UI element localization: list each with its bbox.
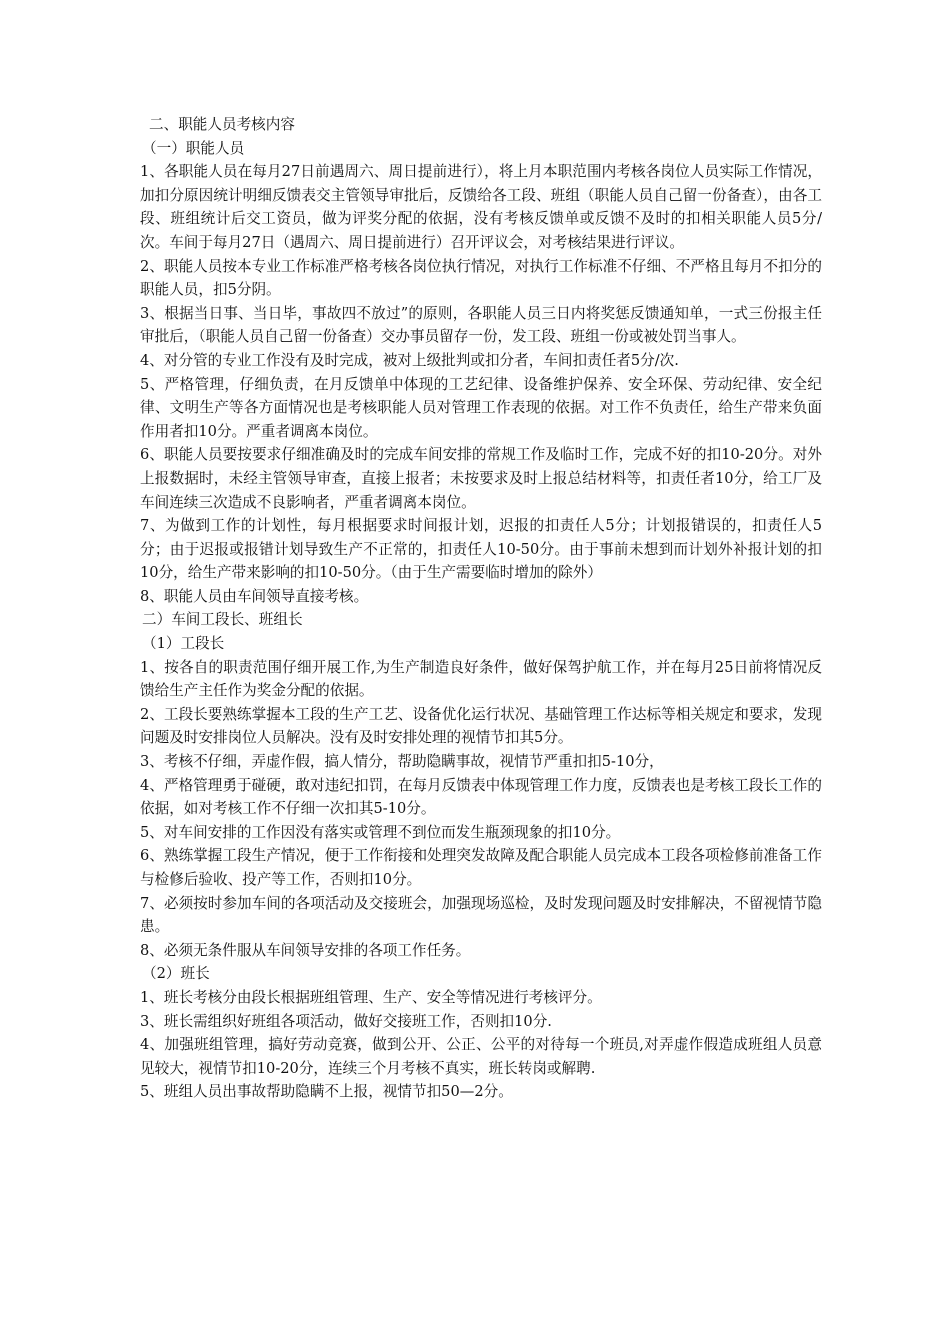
subsection-title-section-leader: （1）工段长 [142, 635, 225, 653]
paragraph-item: 2、职能人员按本专业工作标准严格考核各岗位执行情况，对执行工作标准不仔细、不严格且每月不扣分的职能人员，扣5分阴。 [140, 257, 822, 299]
paragraph-item: 3、班长需组织好班组各项活动，做好交接班工作，否则扣10分. [140, 1012, 552, 1030]
paragraph-item: 8、必须无条件服从车间领导安排的各项工作任务。 [140, 941, 471, 959]
paragraph-item: 5、严格管理，仔细负责，在月反馈单中体现的工艺纪律、设备维护保养、安全环保、劳动纪律、安全纪律、文明生产等各方面情况也是考核职能人员对管理工作表现的依据。对工作不负责任，给生产带来负面作用者扣10分。严重者调离本岗位。 [140, 375, 822, 440]
section-heading: 二、职能人员考核内容 [149, 116, 295, 133]
subsection-title-staff: （一）职能人员 [142, 139, 245, 157]
paragraph-item: 4、加强班组管理，搞好劳动竞赛，做到公开、公正、公平的对待每一个班员,对弄虚作假造成班组人员意见较大，视情节扣10-20分，连续三个月考核不真实，班长转岗或解聘. [140, 1036, 822, 1077]
paragraph-item: 3、考核不仔细，弄虚作假，搞人情分，帮助隐瞒事故，视情节严重扣扣5-10分， [140, 753, 664, 771]
paragraph-item: 5、班组人员出事故帮助隐瞒不上报，视情节扣50—2分。 [140, 1083, 513, 1101]
subsection-title-workshop: 二）车间工段长、班组长 [142, 611, 303, 629]
paragraph-item: 4、严格管理勇于碰硬，敢对违纪扣罚，在每月反馈表中体现管理工作力度，反馈表也是考核工段长工作的依据，如对考核工作不仔细一次扣其5-10分。 [140, 776, 822, 818]
paragraph-item: 5、对车间安排的工作因没有落实或管理不到位而发生瓶颈现象的扣10分。 [140, 823, 621, 841]
subsection-title-team-leader: （2）班长 [142, 965, 210, 983]
paragraph-item: 1、班长考核分由段长根据班组管理、生产、安全等情况进行考核评分。 [140, 988, 602, 1006]
paragraph-item: 7、必须按时参加车间的各项活动及交接班会，加强现场巡检，及时发现问题及时安排解决，不留视情节隐患。 [140, 894, 822, 936]
paragraph-item: 4、对分管的专业工作没有及时完成，被对上级批判或扣分者，车间扣责任者5分/次. [140, 351, 679, 369]
paragraph-item: 8、职能人员由车间领导直接考核。 [140, 587, 369, 605]
paragraph-item: 1、按各自的职责范围仔细开展工作,为生产制造良好条件，做好保驾护航工作，并在每月25日前将情况反馈给生产主任作为奖金分配的依据。 [140, 658, 822, 700]
paragraph-item: 6、熟练掌握工段生产情况，便于工作衔接和处理突发故障及配合职能人员完成本工段各项检修前准备工作与检修后验收、投产等工作，否则扣10分。 [140, 847, 822, 888]
paragraph-item: 7、为做到工作的计划性，每月根据要求时间报计划，迟报的扣责任人5分；计划报错误的，扣责任人5分；由于迟报或报错计划导致生产不正常的，扣责任人10-50分。由于事前未想到而计划外补报计划的扣10分，给生产带来影响的扣10-50分。（由于生产需要临时增加的除外） [140, 517, 822, 582]
paragraph-item: 3、根据当日事、当日毕，事故四不放过”的原则，各职能人员三日内将奖惩反馈通知单，一式三份报主任审批后，（职能人员自己留一份备查）交办事员留存一份，发工段、班组一份或被处罚当事人。 [140, 304, 822, 346]
paragraph-item: 6、职能人员要按要求仔细准确及时的完成车间安排的常规工作及临时工作，完成不好的扣10-20分。对外上报数据时，未经主管领导审查，直接上报者；未按要求及时上报总结材料等，扣责任者10分，给工厂及车间连续三次造成不良影响者，严重者调离本岗位。 [140, 446, 822, 511]
paragraph-item: 1、各职能人员在每月27日前遇周六、周日提前进行），将上月本职范围内考核各岗位人员实际工作情况，加扣分原因统计明细反馈表交主管领导审批后，反馈给各工段、班组（职能人员自己留一份备查），由各工段、班组统计后交工资员，做为评奖分配的依据，没有考核反馈单或反馈不及时的扣相关职能人员5分/次。车间于每月27日（遇周六、周日提前进行）召开评议会，对考核结果进行评议。 [140, 163, 822, 251]
paragraph-item: 2、工段长要熟练掌握本工段的生产工艺、设备优化运行状况、基础管理工作达标等相关规定和要求，发现问题及时安排岗位人员解决。没有及时安排处理的视情节扣其5分。 [140, 705, 822, 747]
